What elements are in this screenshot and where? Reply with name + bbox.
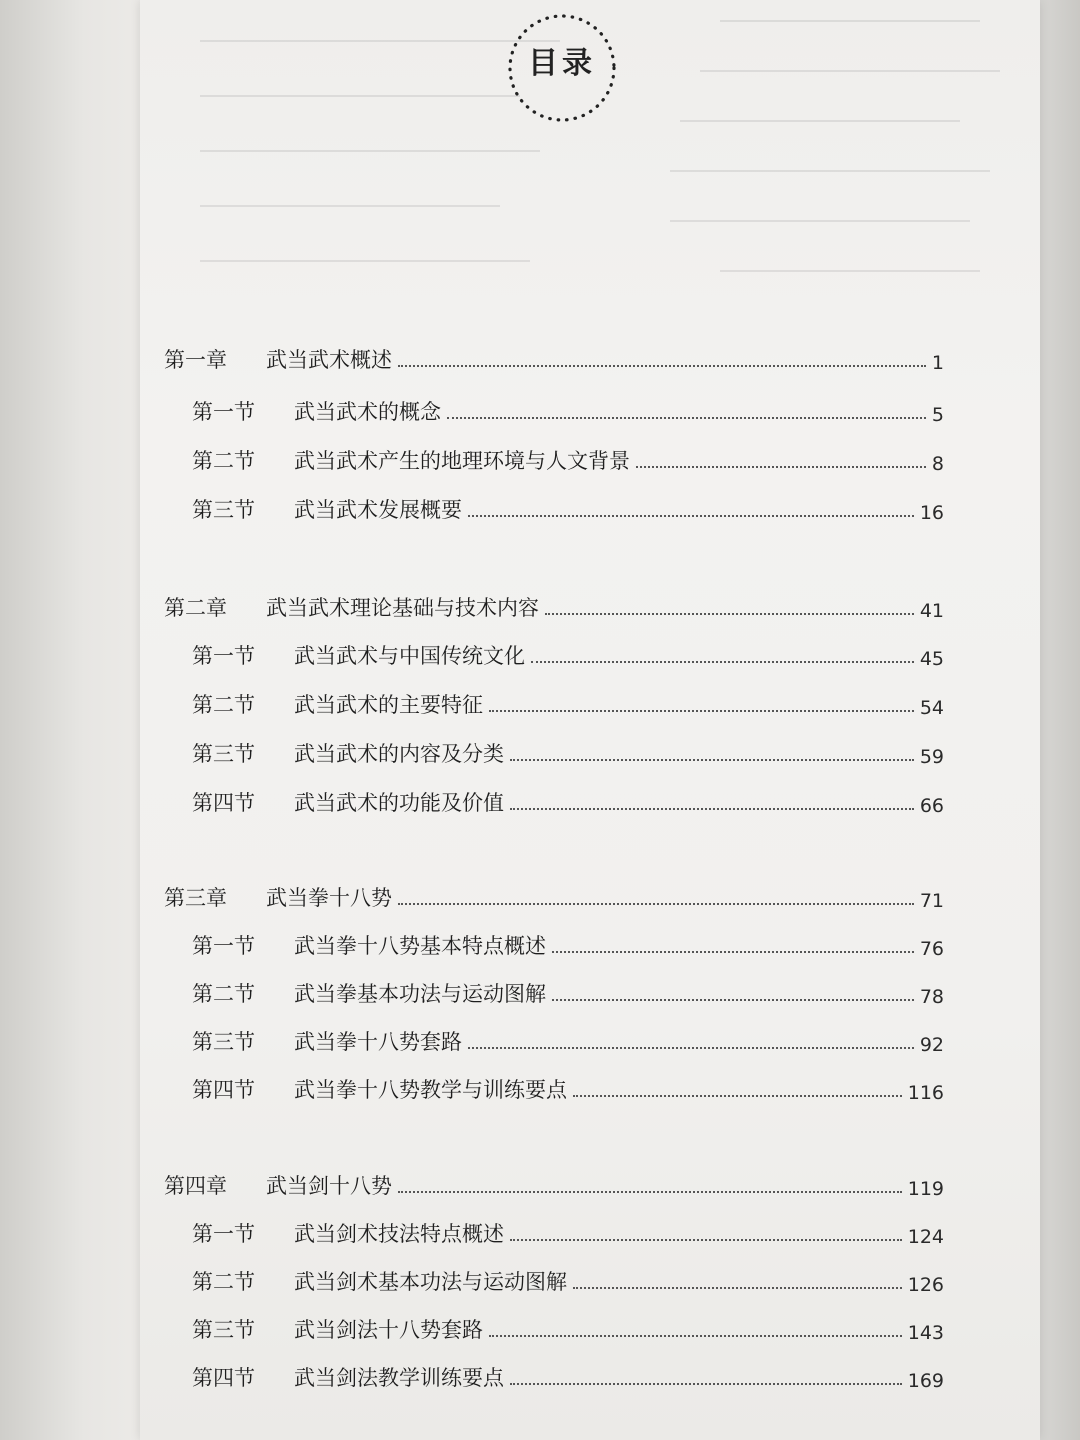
section-title: 武当武术与中国传统文化 <box>294 644 525 668</box>
section-title: 武当拳十八势基本特点概述 <box>294 934 546 958</box>
book-page <box>140 0 1040 1440</box>
section-title: 武当武术产生的地理环境与人文背景 <box>294 449 630 473</box>
page-number: 41 <box>919 600 944 622</box>
section-number: 第一节 <box>192 934 255 958</box>
leader-dots <box>510 759 914 761</box>
page-number: 71 <box>919 890 944 912</box>
chapter-number: 第三章 <box>164 886 227 910</box>
section-number: 第三节 <box>192 1318 255 1342</box>
toc-section[interactable] <box>192 974 944 1008</box>
toc-section[interactable] <box>192 636 944 670</box>
section-number: 第一节 <box>192 400 255 424</box>
chapter-number: 第二章 <box>164 596 227 620</box>
toc-section[interactable] <box>192 1262 944 1296</box>
section-title: 武当剑法十八势套路 <box>294 1318 483 1342</box>
toc-section[interactable] <box>192 926 944 960</box>
leader-dots <box>573 1095 902 1097</box>
page-number: 119 <box>907 1178 944 1200</box>
leader-dots <box>510 1383 902 1385</box>
chapter-title: 武当拳十八势 <box>266 886 392 910</box>
section-title: 武当武术的概念 <box>294 400 441 424</box>
left-page-edge <box>0 0 140 1440</box>
section-title: 武当剑术基本功法与运动图解 <box>294 1270 567 1294</box>
page-title: 目录 <box>528 46 596 81</box>
section-number: 第三节 <box>192 498 255 522</box>
right-page-edge <box>1040 0 1080 1440</box>
section-number: 第四节 <box>192 1078 255 1102</box>
page-number: 16 <box>919 502 944 524</box>
section-number: 第二节 <box>192 693 255 717</box>
chapter-title: 武当武术概述 <box>266 348 392 372</box>
page-number: 78 <box>919 986 944 1008</box>
toc-section[interactable] <box>192 783 944 817</box>
toc-chapter-2[interactable] <box>164 588 944 622</box>
page-number: 1 <box>931 352 944 374</box>
leader-dots <box>510 1239 902 1241</box>
leader-dots <box>510 808 914 810</box>
leader-dots <box>545 613 914 615</box>
toc-section[interactable] <box>192 1358 944 1392</box>
toc-chapter-4[interactable] <box>164 1166 944 1200</box>
section-title: 武当武术的功能及价值 <box>294 791 504 815</box>
page-number: 8 <box>931 453 944 475</box>
section-number: 第三节 <box>192 742 255 766</box>
leader-dots <box>531 661 914 663</box>
page-number: 76 <box>919 938 944 960</box>
toc-section[interactable] <box>192 1310 944 1344</box>
section-title: 武当武术发展概要 <box>294 498 462 522</box>
section-number: 第三节 <box>192 1030 255 1054</box>
chapter-title: 武当剑十八势 <box>266 1174 392 1198</box>
page-number: 143 <box>907 1322 944 1344</box>
leader-dots <box>447 417 926 419</box>
page-number: 116 <box>907 1082 944 1104</box>
section-number: 第一节 <box>192 644 255 668</box>
section-number: 第一节 <box>192 1222 255 1246</box>
leader-dots <box>636 466 926 468</box>
section-number: 第四节 <box>192 791 255 815</box>
toc-chapter-1[interactable] <box>164 340 944 374</box>
section-number: 第二节 <box>192 1270 255 1294</box>
toc-section[interactable] <box>192 734 944 768</box>
section-title: 武当拳十八势教学与训练要点 <box>294 1078 567 1102</box>
chapter-title: 武当武术理论基础与技术内容 <box>266 596 539 620</box>
leader-dots <box>398 365 926 367</box>
leader-dots <box>468 515 914 517</box>
toc-section[interactable] <box>192 392 944 426</box>
leader-dots <box>552 999 914 1001</box>
page-number: 92 <box>919 1034 944 1056</box>
page-number: 124 <box>907 1226 944 1248</box>
page-number: 5 <box>931 404 944 426</box>
toc-section[interactable] <box>192 1022 944 1056</box>
section-number: 第二节 <box>192 449 255 473</box>
section-number: 第二节 <box>192 982 255 1006</box>
toc-chapter-3[interactable] <box>164 878 944 912</box>
page-number: 126 <box>907 1274 944 1296</box>
leader-dots <box>573 1287 902 1289</box>
section-title: 武当拳十八势套路 <box>294 1030 462 1054</box>
toc-section[interactable] <box>192 1070 944 1104</box>
leader-dots <box>468 1047 914 1049</box>
section-title: 武当武术的主要特征 <box>294 693 483 717</box>
leader-dots <box>489 1335 902 1337</box>
section-title: 武当剑法教学训练要点 <box>294 1366 504 1390</box>
page-number: 66 <box>919 795 944 817</box>
page-number: 169 <box>907 1370 944 1392</box>
leader-dots <box>489 710 914 712</box>
page-number: 59 <box>919 746 944 768</box>
chapter-number: 第一章 <box>164 348 227 372</box>
section-number: 第四节 <box>192 1366 255 1390</box>
toc-section[interactable] <box>192 1214 944 1248</box>
toc-section[interactable] <box>192 441 944 475</box>
leader-dots <box>398 903 914 905</box>
toc-heading <box>502 10 622 128</box>
leader-dots <box>552 951 914 953</box>
chapter-number: 第四章 <box>164 1174 227 1198</box>
page-number: 45 <box>919 648 944 670</box>
toc-section[interactable] <box>192 685 944 719</box>
section-title: 武当武术的内容及分类 <box>294 742 504 766</box>
toc-section[interactable] <box>192 490 944 524</box>
leader-dots <box>398 1191 902 1193</box>
section-title: 武当剑术技法特点概述 <box>294 1222 504 1246</box>
page-number: 54 <box>919 697 944 719</box>
section-title: 武当拳基本功法与运动图解 <box>294 982 546 1006</box>
